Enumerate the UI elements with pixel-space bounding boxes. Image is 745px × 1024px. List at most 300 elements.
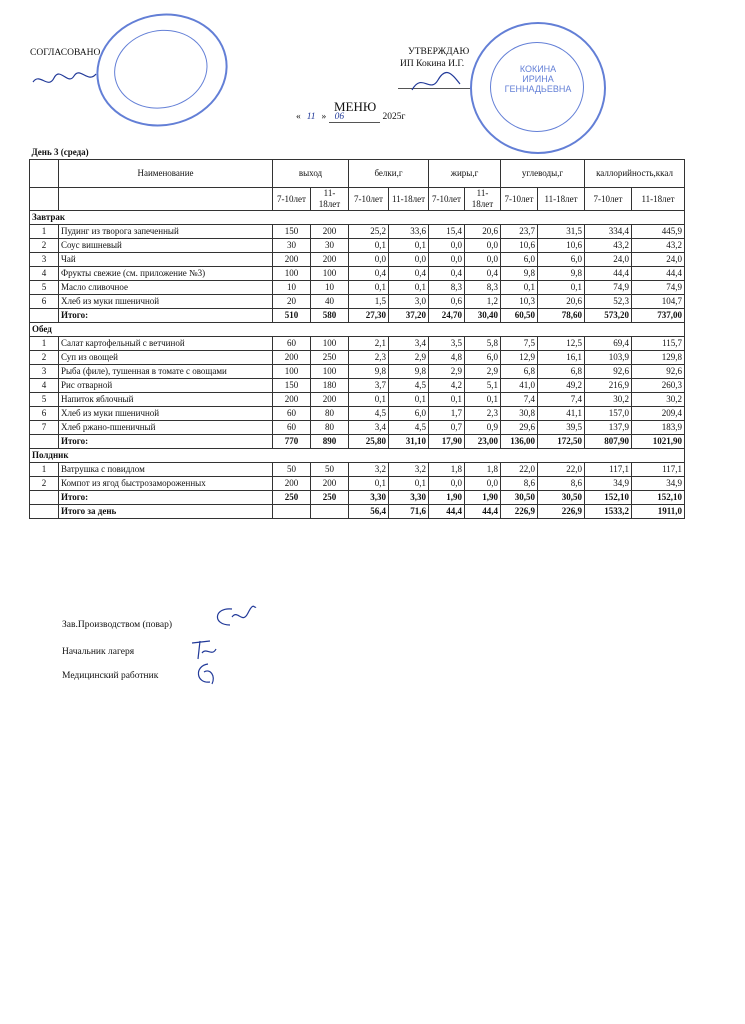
value-cell: 52,3 [585,295,632,309]
approved-right-label: УТВЕРЖДАЮ [408,47,470,57]
total-value: 78,60 [538,309,585,323]
dish-name: Хлеб из муки пшеничной [59,407,273,421]
value-cell: 0,4 [349,267,389,281]
day-row [30,146,685,160]
header-protein: белки,г [349,160,429,188]
date-quote-open: « [296,112,301,122]
day-label: День 3 (среда) [30,146,685,160]
total-value: 510 [273,309,311,323]
value-cell: 200 [311,393,349,407]
total-value: 24,70 [429,309,465,323]
row-index: 2 [30,239,59,253]
value-cell: 16,1 [538,351,585,365]
value-cell: 22,0 [538,463,585,477]
value-cell: 0,1 [465,393,501,407]
dish-name: Рыба (филе), тушенная в томате с овощами [59,365,273,379]
value-cell: 129,8 [632,351,685,365]
value-cell: 0,0 [429,239,465,253]
value-cell: 200 [311,477,349,491]
value-cell: 8,3 [465,281,501,295]
value-cell: 150 [273,379,311,393]
value-cell: 103,9 [585,351,632,365]
row-index: 7 [30,421,59,435]
value-cell: 117,1 [585,463,632,477]
dish-name: Хлеб из муки пшеничной [59,295,273,309]
total-value: 3,30 [389,491,429,505]
table-row [30,421,685,435]
value-cell: 60 [273,421,311,435]
value-cell: 3,4 [349,421,389,435]
value-cell: 180 [311,379,349,393]
value-cell: 100 [311,365,349,379]
section-row [30,449,685,463]
total-row [30,491,685,505]
value-cell: 1,8 [429,463,465,477]
value-cell: 3,2 [389,463,429,477]
value-cell: 34,9 [632,477,685,491]
value-cell: 3,4 [389,337,429,351]
value-cell: 0,4 [465,267,501,281]
row-index: 4 [30,379,59,393]
value-cell: 4,5 [389,379,429,393]
value-cell: 50 [273,463,311,477]
total-value: 152,10 [632,491,685,505]
value-cell: 25,2 [349,225,389,239]
value-cell: 200 [311,253,349,267]
age-carbs-a: 7-10лет [501,188,538,211]
signature-medical [190,660,220,690]
day-total-index-cell [30,505,59,519]
dish-name: Суп из овощей [59,351,273,365]
value-cell: 4,5 [389,421,429,435]
value-cell: 2,9 [465,365,501,379]
table-row [30,239,685,253]
header-name: Наименование [59,160,273,188]
section-row [30,211,685,225]
value-cell: 200 [273,253,311,267]
total-value: 31,10 [389,435,429,449]
total-value: 250 [311,491,349,505]
value-cell: 200 [273,393,311,407]
header-fat: жиры,г [429,160,501,188]
value-cell: 115,7 [632,337,685,351]
day-total-value: 71,6 [389,505,429,519]
row-index: 3 [30,253,59,267]
value-cell: 44,4 [585,267,632,281]
day-total-value: 44,4 [465,505,501,519]
total-value: 580 [311,309,349,323]
value-cell: 1,7 [429,407,465,421]
age-name-cell [59,188,273,211]
table-row [30,253,685,267]
value-cell: 8,3 [429,281,465,295]
dish-name: Салат картофельный с ветчиной [59,337,273,351]
value-cell: 209,4 [632,407,685,421]
age-protein-a: 7-10лет [349,188,389,211]
value-cell: 0,0 [465,477,501,491]
value-cell: 0,1 [349,239,389,253]
value-cell: 9,8 [538,267,585,281]
age-fat-a: 7-10лет [429,188,465,211]
total-value: 1021,90 [632,435,685,449]
day-total-value [311,505,349,519]
value-cell: 4,8 [429,351,465,365]
value-cell: 50 [311,463,349,477]
value-cell: 10 [311,281,349,295]
right-signature [408,70,468,98]
value-cell: 43,2 [585,239,632,253]
value-cell: 0,1 [538,281,585,295]
total-label: Итого: [59,491,273,505]
value-cell: 80 [311,407,349,421]
age-output-a: 7-10лет [273,188,311,211]
dish-name: Компот из ягод быстрозамороженных [59,477,273,491]
value-cell: 1,2 [465,295,501,309]
age-carbs-b: 11-18лет [538,188,585,211]
value-cell: 2,1 [349,337,389,351]
day-total-value: 1533,2 [585,505,632,519]
value-cell: 60 [273,337,311,351]
row-index: 6 [30,407,59,421]
value-cell: 0,1 [389,393,429,407]
value-cell: 0,0 [429,253,465,267]
value-cell: 22,0 [501,463,538,477]
dish-name: Ватрушка с повидлом [59,463,273,477]
age-header-row [30,188,685,211]
value-cell: 7,5 [501,337,538,351]
value-cell: 49,2 [538,379,585,393]
value-cell: 0,1 [429,393,465,407]
total-value: 172,50 [538,435,585,449]
value-cell: 4,2 [429,379,465,393]
value-cell: 7,4 [538,393,585,407]
value-cell: 20,6 [538,295,585,309]
value-cell: 2,3 [349,351,389,365]
value-cell: 39,5 [538,421,585,435]
total-value: 152,10 [585,491,632,505]
table-row [30,379,685,393]
table-row [30,337,685,351]
value-cell: 150 [273,225,311,239]
total-value: 25,80 [349,435,389,449]
table-row [30,295,685,309]
value-cell: 0,0 [465,239,501,253]
total-value: 30,40 [465,309,501,323]
value-cell: 0,1 [349,477,389,491]
menu-table-body [30,146,685,519]
date-year: 2025г [382,112,406,122]
value-cell: 117,1 [632,463,685,477]
value-cell: 34,9 [585,477,632,491]
total-value: 23,00 [465,435,501,449]
value-cell: 20,6 [465,225,501,239]
stamp-line-2: ИРИНА [522,74,554,84]
value-cell: 33,6 [389,225,429,239]
right-round-stamp [470,22,606,154]
value-cell: 9,8 [501,267,538,281]
value-cell: 8,6 [538,477,585,491]
value-cell: 0,4 [389,267,429,281]
dish-name: Пудинг из творога запеченный [59,225,273,239]
total-row [30,435,685,449]
stamp-line-3: ГЕННАДЬЕВНА [504,84,572,94]
value-cell: 200 [273,351,311,365]
signature-camp-head-label: Начальник лагеря [62,647,135,657]
total-value: 770 [273,435,311,449]
table-row [30,225,685,239]
signature-production-label: Зав.Производством (повар) [62,620,172,630]
total-value: 3,30 [349,491,389,505]
value-cell: 137,9 [585,421,632,435]
value-cell: 30,2 [632,393,685,407]
value-cell: 6,0 [501,253,538,267]
day-total-value: 56,4 [349,505,389,519]
value-cell: 334,4 [585,225,632,239]
row-index: 1 [30,337,59,351]
section-title: Полдник [30,449,685,463]
value-cell: 250 [311,351,349,365]
table-row [30,477,685,491]
day-total-row [30,505,685,519]
value-cell: 10,6 [501,239,538,253]
value-cell: 445,9 [632,225,685,239]
value-cell: 0,1 [349,393,389,407]
day-total-value: 1911,0 [632,505,685,519]
value-cell: 104,7 [632,295,685,309]
total-value: 250 [273,491,311,505]
total-label: Итого: [59,435,273,449]
row-index: 6 [30,295,59,309]
value-cell: 0,1 [389,281,429,295]
header-output: выход [273,160,349,188]
row-index: 2 [30,351,59,365]
value-cell: 6,0 [389,407,429,421]
table-row [30,407,685,421]
total-value: 60,50 [501,309,538,323]
header-carbs: углеводы,г [501,160,585,188]
table-row [30,267,685,281]
table-row [30,351,685,365]
section-title: Обед [30,323,685,337]
value-cell: 1,5 [349,295,389,309]
day-total-value: 226,9 [501,505,538,519]
value-cell: 0,1 [501,281,538,295]
dish-name: Напиток яблочный [59,393,273,407]
approved-right-name: ИП Кокина И.Г. [400,59,465,69]
total-value: 1,90 [465,491,501,505]
total-value: 807,90 [585,435,632,449]
page-title: МЕНЮ [334,99,377,114]
total-value: 136,00 [501,435,538,449]
total-index-cell [30,435,59,449]
date-day: 11 [306,112,316,122]
value-cell: 3,0 [389,295,429,309]
value-cell: 6,8 [538,365,585,379]
value-cell: 0,6 [429,295,465,309]
value-cell: 24,0 [585,253,632,267]
total-value: 1,90 [429,491,465,505]
date-month: 06 [329,112,381,123]
value-cell: 0,0 [429,477,465,491]
value-cell: 29,6 [501,421,538,435]
value-cell: 30,2 [585,393,632,407]
value-cell: 10,3 [501,295,538,309]
value-cell: 10,6 [538,239,585,253]
value-cell: 30 [273,239,311,253]
total-row [30,309,685,323]
value-cell: 0,9 [465,421,501,435]
table-row [30,463,685,477]
value-cell: 5,1 [465,379,501,393]
dish-name: Соус вишневый [59,239,273,253]
menu-table [29,146,685,519]
total-index-cell [30,309,59,323]
total-value: 27,30 [349,309,389,323]
value-cell: 30 [311,239,349,253]
dish-name: Чай [59,253,273,267]
table-row [30,365,685,379]
value-cell: 0,4 [429,267,465,281]
value-cell: 0,7 [429,421,465,435]
value-cell: 0,1 [349,281,389,295]
value-cell: 3,5 [429,337,465,351]
value-cell: 23,7 [501,225,538,239]
value-cell: 200 [273,477,311,491]
stamp-line-1: КОКИНА [519,64,557,74]
value-cell: 31,5 [538,225,585,239]
value-cell: 260,3 [632,379,685,393]
value-cell: 41,1 [538,407,585,421]
value-cell: 2,9 [389,351,429,365]
header-row [30,160,685,188]
value-cell: 12,5 [538,337,585,351]
total-value: 890 [311,435,349,449]
left-signature [30,68,100,94]
value-cell: 10 [273,281,311,295]
value-cell: 0,1 [389,477,429,491]
value-cell: 0,0 [389,253,429,267]
value-cell: 2,9 [429,365,465,379]
day-total-value [273,505,311,519]
value-cell: 0,0 [349,253,389,267]
value-cell: 80 [311,421,349,435]
day-total-label: Итого за день [59,505,273,519]
row-index: 2 [30,477,59,491]
value-cell: 0,1 [389,239,429,253]
total-value: 737,00 [632,309,685,323]
value-cell: 100 [273,365,311,379]
value-cell: 41,0 [501,379,538,393]
value-cell: 9,8 [349,365,389,379]
section-row [30,323,685,337]
value-cell: 60 [273,407,311,421]
value-cell: 157,0 [585,407,632,421]
value-cell: 8,6 [501,477,538,491]
age-output-b: 11-18лет [311,188,349,211]
value-cell: 92,6 [585,365,632,379]
day-total-value: 44,4 [429,505,465,519]
row-index: 3 [30,365,59,379]
value-cell: 69,4 [585,337,632,351]
menu-date [296,112,405,122]
age-fat-b: 11-18лет [465,188,501,211]
value-cell: 92,6 [632,365,685,379]
value-cell: 216,9 [585,379,632,393]
left-round-stamp [86,2,238,139]
row-index: 5 [30,393,59,407]
value-cell: 40 [311,295,349,309]
row-index: 1 [30,225,59,239]
value-cell: 100 [311,337,349,351]
value-cell: 15,4 [429,225,465,239]
signature-medical-label: Медицинский работник [62,671,159,681]
date-quote-close: » [321,112,327,122]
value-cell: 9,8 [389,365,429,379]
section-title: Завтрак [30,211,685,225]
value-cell: 7,4 [501,393,538,407]
signature-production [208,603,258,631]
value-cell: 2,3 [465,407,501,421]
table-row [30,393,685,407]
value-cell: 3,2 [349,463,389,477]
dish-name: Хлеб ржано-пшеничный [59,421,273,435]
value-cell: 12,9 [501,351,538,365]
age-index-cell [30,188,59,211]
row-index: 4 [30,267,59,281]
approved-left-label: СОГЛАСОВАНО [30,48,101,58]
value-cell: 43,2 [632,239,685,253]
age-kcal-a: 7-10лет [585,188,632,211]
value-cell: 0,0 [465,253,501,267]
value-cell: 100 [311,267,349,281]
total-value: 17,90 [429,435,465,449]
value-cell: 3,7 [349,379,389,393]
dish-name: Рис отварной [59,379,273,393]
table-row [30,281,685,295]
total-label: Итого: [59,309,273,323]
value-cell: 200 [311,225,349,239]
value-cell: 20 [273,295,311,309]
total-value: 30,50 [538,491,585,505]
total-value: 573,20 [585,309,632,323]
value-cell: 100 [273,267,311,281]
value-cell: 4,5 [349,407,389,421]
value-cell: 24,0 [632,253,685,267]
value-cell: 6,0 [465,351,501,365]
value-cell: 30,8 [501,407,538,421]
total-index-cell [30,491,59,505]
row-index: 5 [30,281,59,295]
total-value: 37,20 [389,309,429,323]
value-cell: 74,9 [632,281,685,295]
row-index: 1 [30,463,59,477]
age-kcal-b: 11-18лет [632,188,685,211]
value-cell: 6,8 [501,365,538,379]
header-index-cell [30,160,59,188]
header-kcal: каллорийность,ккал [585,160,685,188]
day-total-value: 226,9 [538,505,585,519]
dish-name: Масло сливочное [59,281,273,295]
value-cell: 183,9 [632,421,685,435]
age-protein-b: 11-18лет [389,188,429,211]
value-cell: 44,4 [632,267,685,281]
value-cell: 5,8 [465,337,501,351]
value-cell: 6,0 [538,253,585,267]
value-cell: 74,9 [585,281,632,295]
total-value: 30,50 [501,491,538,505]
value-cell: 1,8 [465,463,501,477]
dish-name: Фрукты свежие (см. приложение №3) [59,267,273,281]
